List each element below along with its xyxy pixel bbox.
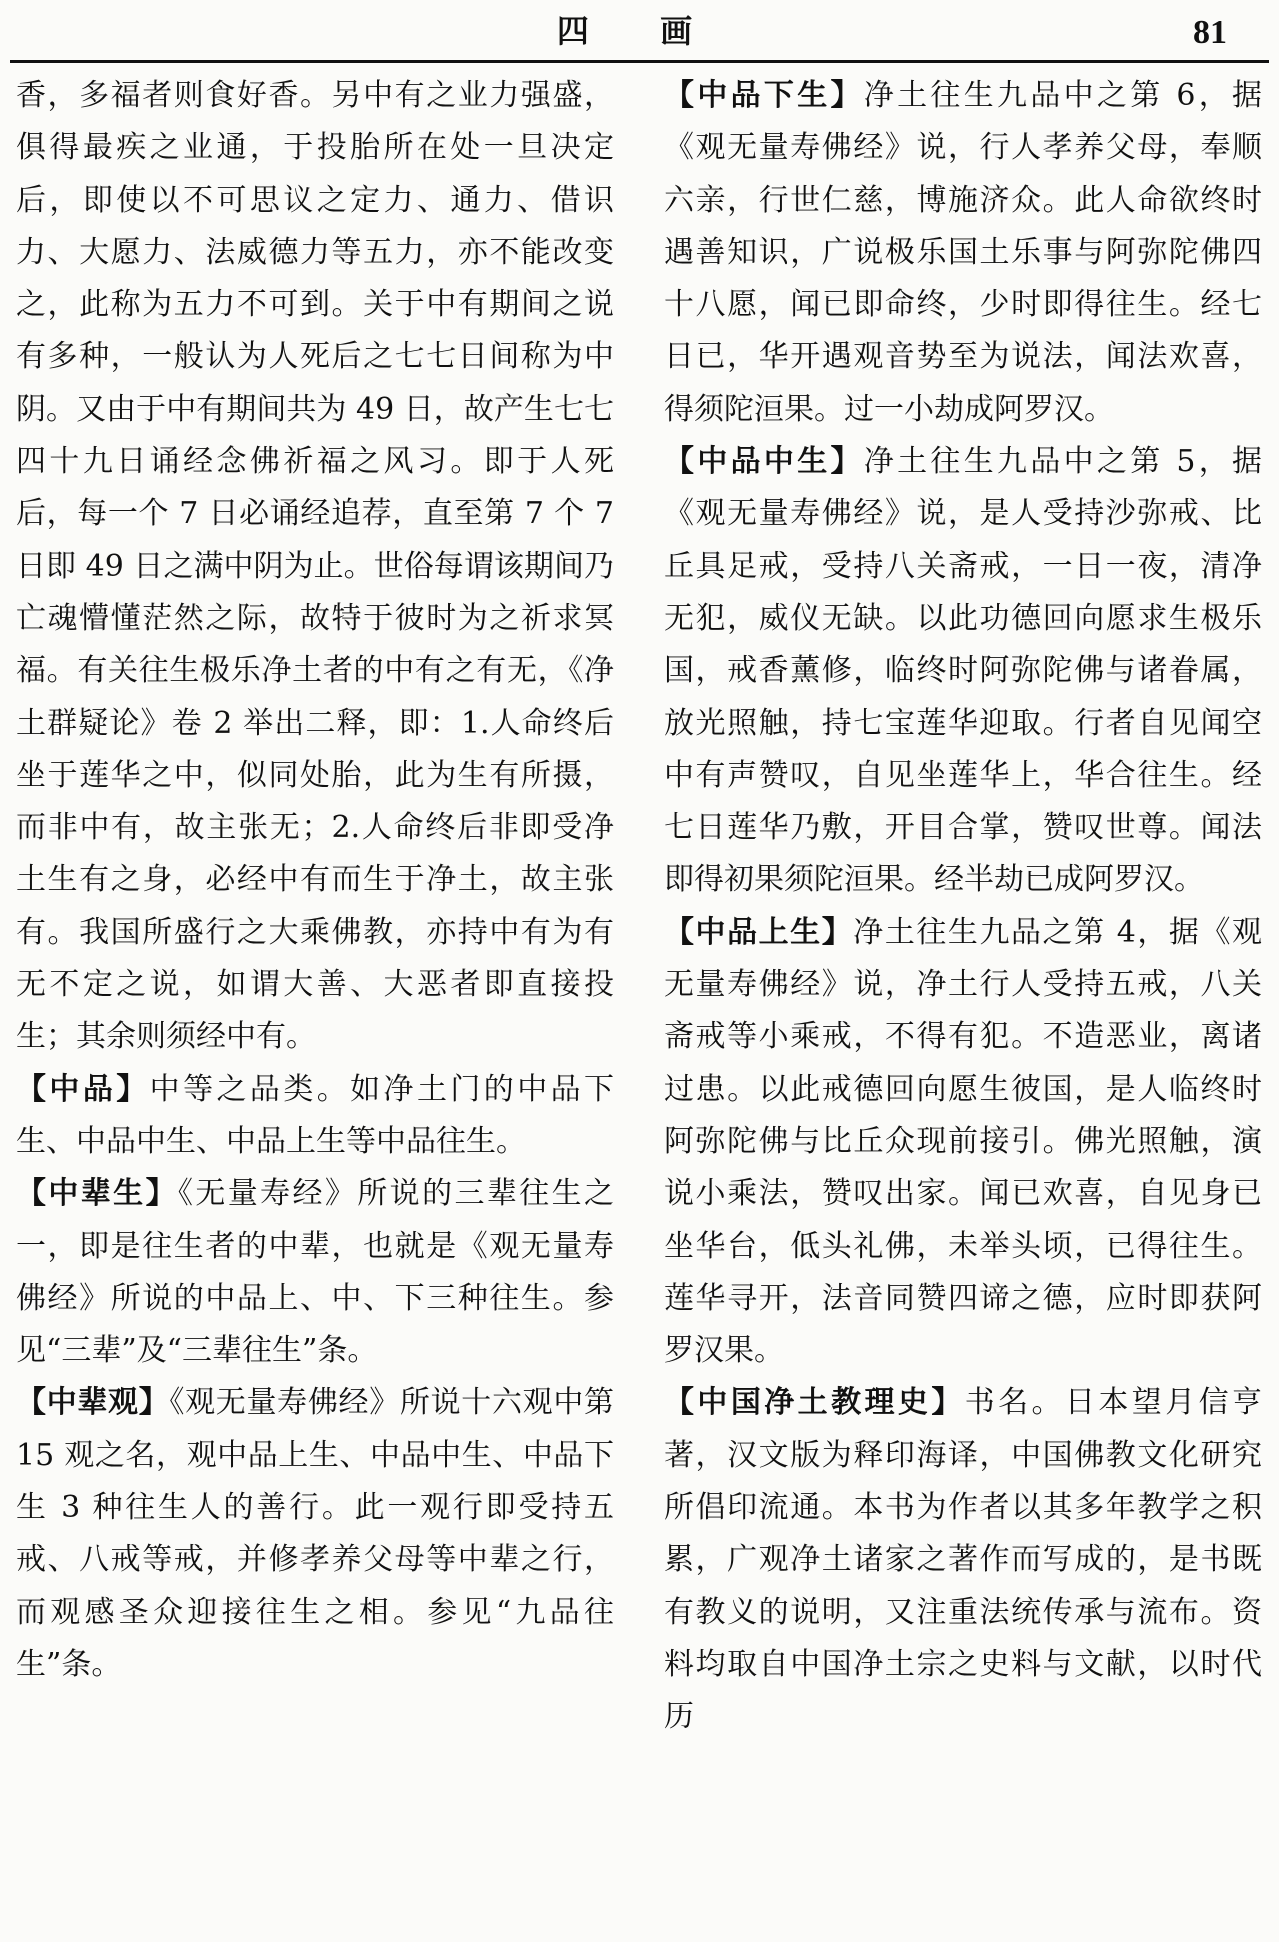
left-column	[16, 70, 614, 1691]
entry-body: 中等之品类。如净土门的中品下生、中品中生、中品上生等中品往生。	[16, 1071, 615, 1159]
entry-headword: 【 中国净土教理史 】	[664, 1385, 965, 1420]
entry-zhongbeisheng	[16, 1168, 614, 1377]
entry-headword: 【 中品中生 】	[664, 444, 864, 479]
entry-headword: 【 中品 】	[16, 1072, 150, 1107]
entry-headword: 【 中辈生 】	[16, 1176, 178, 1211]
entry-body: 净土往生九品之第 4，据《观无量寿佛经》说，净土行人受持五戒，八关斋戒等小乘戒，不得有犯。不造恶业，离诸过患。以此戒德回向愿生彼国，是人临终时阿弥陀佛与比丘众现前接引。佛光照触，演说小乘法，赞叹出家。闻已欢喜，自见身已坐华台，低头礼佛，未举头顷，已得往生。莲华寻开，法音同赞四谛之德，应时即获阿罗汉果。	[664, 914, 1263, 1369]
entry-jingtu-jiaolishi	[664, 1377, 1262, 1743]
page-number: 81	[1193, 14, 1227, 51]
entry-body: 净土往生九品中之第 5，据《观无量寿佛经》说，是人受持沙弥戒、比丘具足戒，受持八关斋戒，一日一夜，清净无犯，威仪无缺。以此功德回向愿求生极乐国，戒香薰修，临终时阿弥陀佛与诸眷属，放光照触，持七宝莲华迎取。行者自见闻空中有声赞叹，自见坐莲华上，华合往生。经七日莲华乃敷，开目合掌，赞叹世尊。闻法即得初果须陀洹果。经半劫已成阿罗汉。	[664, 444, 1263, 898]
entry-zhongpin	[16, 1064, 614, 1169]
entry-zhongpin-xiasheng	[664, 70, 1262, 436]
entry-zhongpin-shangsheng	[664, 907, 1262, 1378]
entry-headword: 【 中品上生 】	[664, 915, 853, 950]
entry-body: 净土往生九品中之第 6，据《观无量寿佛经》说，行人孝养父母，奉顺六亲，行世仁慈，博施济众。此人命欲终时遇善知识，广说极乐国土乐事与阿弥陀佛四十八愿，闻已即命终，少时即得往生。经七日已，华开遇观音势至为说法，闻法欢喜，得须陀洹果。过一小劫成阿罗汉。	[664, 78, 1263, 427]
entry-body: 书名。日本望月信亨著，汉文版为释印海译，中国佛教文化研究所倡印流通。本书为作者以其多年教学之积累，广观净土诸家之著作而写成的，是书既有教义的说明，又注重法统传承与流布。资料均取自中国净土宗之史料与文献，以时代历	[664, 1385, 1263, 1735]
page-header	[0, 0, 1279, 60]
entry-headword: 【 中辈观 】	[16, 1385, 169, 1420]
entry-headword: 【 中品下生 】	[664, 78, 864, 113]
entry-zhongbeiguan	[16, 1377, 614, 1691]
entry-body: 《无量寿经》所说的三辈往生之一，即是往生者的中辈，也就是《观无量寿佛经》所说的中品上、中、下三种往生。参见“三辈”及“三辈往生”条。	[16, 1176, 615, 1369]
entry-zhongpin-zhongsheng	[664, 436, 1262, 907]
entry-body: 《观无量寿佛经》所说十六观中第 15 观之名，观中品上生、中品中生、中品下生 3 种往生人的善行。此一观行即受持五戒、八戒等戒，并修孝养父母等中辈之行，而观感圣众迎接往生之相。参见“九品往生”条。	[16, 1385, 615, 1682]
section-title: 四 画	[556, 12, 723, 50]
right-column	[664, 70, 1262, 1744]
continued-entry-text: 香，多福者则食好香。另中有之业力强盛，俱得最疾之业通，于投胎所在处一旦决定后，即使以不可思议之定力、通力、借识力、大愿力、法威德力等五力，亦不能改变之，此称为五力不可到。关于中有期间之说有多种，一般认为人死后之七七日间称为中阴。又由于中有期间共为 49 日，故产生七七四十九日诵经念佛祈福之风习。即于人死后，每一个 7 日必诵经追荐，直至第 7 个 7 日即 49 日之满中阴为止。世俗每谓该期间乃亡魂懵懂茫然之际，故特于彼时为之祈求冥福。有关往生极乐净土者的中有之有无，《净土群疑论》卷 2 举出二释，即：1.人命终后坐于莲华之中，似同处胎，此为生有所摄，而非中有，故主张无；2.人命终后非即受净土生有之身，必经中有而生于净土，故主张有。我国所盛行之大乘佛教，亦持中有为有无不定之说，如谓大善、大恶者即直接投生；其余则须经中有。	[16, 78, 614, 1055]
header-rule	[10, 60, 1269, 63]
